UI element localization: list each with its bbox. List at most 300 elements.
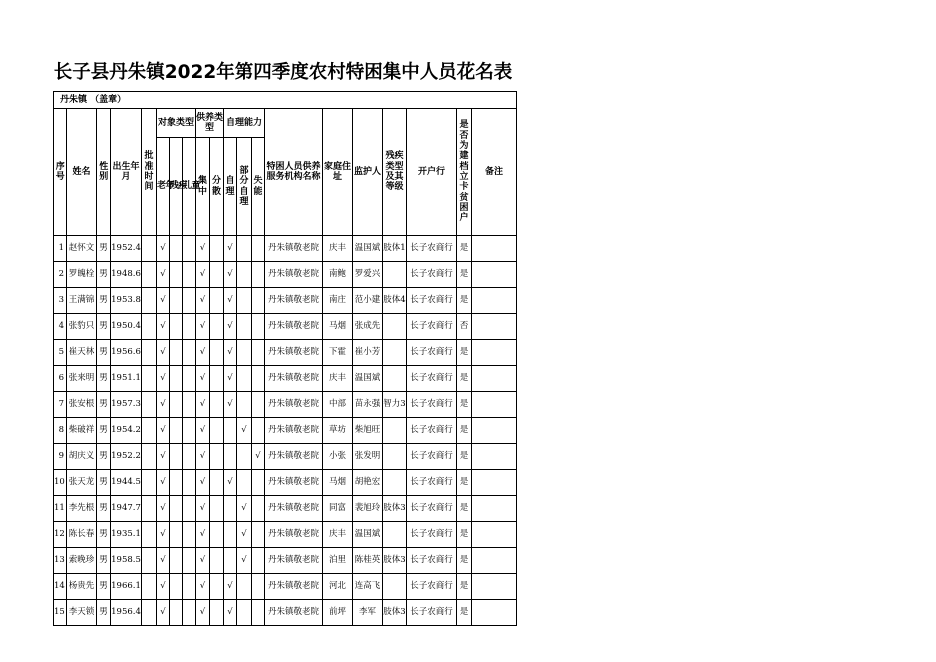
row-poverty: 是 [457, 366, 472, 392]
row-child [183, 548, 196, 574]
header-birth: 出生年月 [111, 109, 142, 236]
header-sex: 性别 [97, 109, 111, 236]
row-institution: 丹朱镇敬老院 [265, 548, 323, 574]
row-remark [472, 314, 517, 340]
row-poverty: 是 [457, 392, 472, 418]
header-institution: 特困人员供养服务机构名称 [265, 109, 323, 236]
row-poverty: 是 [457, 470, 472, 496]
row-old: √ [157, 548, 170, 574]
row-bank: 长子农商行 [407, 340, 457, 366]
row-approve [142, 522, 157, 548]
row-disability: 肢体3 [383, 496, 407, 522]
row-central: √ [196, 522, 210, 548]
header-remark: 备注 [472, 109, 517, 236]
row-old: √ [157, 574, 170, 600]
row-birth: 1956.6 [111, 340, 142, 366]
row-self: √ [224, 392, 237, 418]
header-disability: 残疾类型及其等级 [383, 109, 407, 236]
row-address: 中部 [323, 392, 353, 418]
row-name: 杨贵先 [67, 574, 97, 600]
row-remark [472, 470, 517, 496]
row-guardian: 柴旭旺 [353, 418, 383, 444]
row-lost [252, 236, 265, 262]
row-child [183, 418, 196, 444]
row-disabled [170, 314, 183, 340]
row-remark [472, 340, 517, 366]
row-guardian: 温国斌 [353, 236, 383, 262]
row-birth: 1966.1 [111, 574, 142, 600]
row-institution: 丹朱镇敬老院 [265, 418, 323, 444]
row-self: √ [224, 340, 237, 366]
row-sex: 男 [97, 600, 111, 626]
row-old: √ [157, 444, 170, 470]
row-partial [237, 236, 252, 262]
table-row [54, 392, 517, 418]
row-remark [472, 262, 517, 288]
row-disabled [170, 444, 183, 470]
row-sex: 男 [97, 574, 111, 600]
row-scatter [210, 574, 224, 600]
row-seq: 11 [54, 496, 67, 522]
row-disability: 肢体3 [383, 600, 407, 626]
row-name: 张豹只 [67, 314, 97, 340]
row-remark [472, 288, 517, 314]
row-name: 张安根 [67, 392, 97, 418]
row-partial: √ [237, 548, 252, 574]
row-seq: 1 [54, 236, 67, 262]
row-address: 庆丰 [323, 236, 353, 262]
row-birth: 1935.1 [111, 522, 142, 548]
row-lost [252, 418, 265, 444]
row-remark [472, 392, 517, 418]
row-child [183, 366, 196, 392]
row-scatter [210, 600, 224, 626]
row-address: 南庄 [323, 288, 353, 314]
row-central: √ [196, 548, 210, 574]
row-old: √ [157, 262, 170, 288]
row-sex: 男 [97, 262, 111, 288]
row-old: √ [157, 314, 170, 340]
header-target-old: 老年 [157, 138, 170, 236]
row-address: 前坪 [323, 600, 353, 626]
row-self: √ [224, 262, 237, 288]
row-address: 南鲍 [323, 262, 353, 288]
header-support-scatter: 分散 [210, 138, 224, 236]
row-institution: 丹朱镇敬老院 [265, 392, 323, 418]
row-sex: 男 [97, 366, 111, 392]
row-child [183, 444, 196, 470]
row-bank: 长子农商行 [407, 574, 457, 600]
row-self [224, 444, 237, 470]
row-guardian: 李军 [353, 600, 383, 626]
table-row [54, 418, 517, 444]
row-approve [142, 366, 157, 392]
row-central: √ [196, 262, 210, 288]
row-disabled [170, 366, 183, 392]
row-guardian: 胡艳宏 [353, 470, 383, 496]
table-row [54, 262, 517, 288]
row-partial [237, 288, 252, 314]
row-approve [142, 574, 157, 600]
row-disability: 肢体3 [383, 548, 407, 574]
row-disability: 智力3 [383, 392, 407, 418]
row-guardian: 连高飞 [353, 574, 383, 600]
row-disabled [170, 548, 183, 574]
table-row [54, 366, 517, 392]
row-central: √ [196, 600, 210, 626]
row-central: √ [196, 314, 210, 340]
row-name: 罗魄栓 [67, 262, 97, 288]
row-birth: 1950.4 [111, 314, 142, 340]
row-remark [472, 574, 517, 600]
header-address: 家庭住址 [323, 109, 353, 236]
row-bank: 长子农商行 [407, 314, 457, 340]
row-scatter [210, 522, 224, 548]
row-scatter [210, 314, 224, 340]
row-lost [252, 522, 265, 548]
row-self [224, 522, 237, 548]
header-target-type: 对象类型 [157, 109, 196, 138]
row-sex: 男 [97, 444, 111, 470]
row-bank: 长子农商行 [407, 470, 457, 496]
row-lost [252, 600, 265, 626]
row-poverty: 是 [457, 288, 472, 314]
row-self: √ [224, 314, 237, 340]
row-institution: 丹朱镇敬老院 [265, 522, 323, 548]
row-disabled [170, 236, 183, 262]
row-birth: 1953.8 [111, 288, 142, 314]
row-central: √ [196, 574, 210, 600]
row-lost [252, 548, 265, 574]
row-disability [383, 340, 407, 366]
row-self: √ [224, 236, 237, 262]
row-bank: 长子农商行 [407, 262, 457, 288]
row-guardian: 裴旭玲 [353, 496, 383, 522]
row-name: 索晚珍 [67, 548, 97, 574]
header-self-partial: 部分自理 [237, 138, 252, 236]
row-disability [383, 574, 407, 600]
row-sex: 男 [97, 522, 111, 548]
row-old: √ [157, 288, 170, 314]
row-guardian: 崔小芳 [353, 340, 383, 366]
row-partial [237, 600, 252, 626]
row-poverty: 是 [457, 522, 472, 548]
row-poverty: 是 [457, 574, 472, 600]
row-scatter [210, 262, 224, 288]
row-poverty: 是 [457, 418, 472, 444]
row-birth: 1944.5 [111, 470, 142, 496]
row-remark [472, 548, 517, 574]
row-approve [142, 418, 157, 444]
row-disabled [170, 418, 183, 444]
row-name: 柴破祥 [67, 418, 97, 444]
row-bank: 长子农商行 [407, 392, 457, 418]
row-address: 草坊 [323, 418, 353, 444]
row-sex: 男 [97, 418, 111, 444]
row-sex: 男 [97, 548, 111, 574]
row-lost [252, 574, 265, 600]
row-disability [383, 418, 407, 444]
row-sex: 男 [97, 470, 111, 496]
row-birth: 1952.4 [111, 236, 142, 262]
row-birth: 1952.2 [111, 444, 142, 470]
row-old: √ [157, 366, 170, 392]
row-disability [383, 444, 407, 470]
row-scatter [210, 392, 224, 418]
row-child [183, 340, 196, 366]
header-bank: 开户行 [407, 109, 457, 236]
row-poverty: 是 [457, 340, 472, 366]
row-institution: 丹朱镇敬老院 [265, 262, 323, 288]
row-partial: √ [237, 496, 252, 522]
row-partial [237, 574, 252, 600]
row-child [183, 600, 196, 626]
row-self: √ [224, 288, 237, 314]
row-old: √ [157, 418, 170, 444]
row-remark [472, 444, 517, 470]
row-child [183, 288, 196, 314]
row-bank: 长子农商行 [407, 444, 457, 470]
row-approve [142, 470, 157, 496]
row-institution: 丹朱镇敬老院 [265, 470, 323, 496]
row-scatter [210, 340, 224, 366]
header-self-lost: 失能 [252, 138, 265, 236]
row-address: 马烟 [323, 314, 353, 340]
row-sex: 男 [97, 314, 111, 340]
header-self-full: 自理 [224, 138, 237, 236]
row-guardian: 苗永强 [353, 392, 383, 418]
row-lost [252, 496, 265, 522]
row-name: 李先根 [67, 496, 97, 522]
row-name: 胡庆义 [67, 444, 97, 470]
row-disabled [170, 522, 183, 548]
row-remark [472, 496, 517, 522]
row-address: 马烟 [323, 470, 353, 496]
row-name: 张来明 [67, 366, 97, 392]
row-remark [472, 600, 517, 626]
row-central: √ [196, 418, 210, 444]
row-guardian: 范小建 [353, 288, 383, 314]
row-birth: 1958.5 [111, 548, 142, 574]
row-scatter [210, 418, 224, 444]
row-partial [237, 392, 252, 418]
row-address: 小张 [323, 444, 353, 470]
row-remark [472, 236, 517, 262]
table-row [54, 444, 517, 470]
row-institution: 丹朱镇敬老院 [265, 574, 323, 600]
row-birth: 1948.6 [111, 262, 142, 288]
row-name: 王满锦 [67, 288, 97, 314]
row-seq: 3 [54, 288, 67, 314]
row-seq: 13 [54, 548, 67, 574]
row-partial: √ [237, 522, 252, 548]
row-disability [383, 366, 407, 392]
row-scatter [210, 366, 224, 392]
row-old: √ [157, 470, 170, 496]
row-bank: 长子农商行 [407, 288, 457, 314]
row-approve [142, 600, 157, 626]
row-poverty: 是 [457, 262, 472, 288]
row-poverty: 是 [457, 496, 472, 522]
row-name: 崔天林 [67, 340, 97, 366]
row-institution: 丹朱镇敬老院 [265, 496, 323, 522]
seal-label: 丹朱镇 （盖章） [54, 92, 517, 109]
row-sex: 男 [97, 496, 111, 522]
row-self: √ [224, 470, 237, 496]
row-central: √ [196, 288, 210, 314]
row-disabled [170, 496, 183, 522]
row-child [183, 392, 196, 418]
row-self [224, 418, 237, 444]
row-disability [383, 262, 407, 288]
row-partial [237, 340, 252, 366]
row-seq: 6 [54, 366, 67, 392]
row-child [183, 314, 196, 340]
table-row [54, 470, 517, 496]
row-seq: 15 [54, 600, 67, 626]
roster-rows [54, 236, 517, 626]
row-approve [142, 288, 157, 314]
row-approve [142, 236, 157, 262]
row-remark [472, 366, 517, 392]
row-partial [237, 314, 252, 340]
header-approve: 批准时间 [142, 109, 157, 236]
row-seq: 7 [54, 392, 67, 418]
table-row [54, 340, 517, 366]
row-scatter [210, 288, 224, 314]
row-child [183, 236, 196, 262]
row-guardian: 张发明 [353, 444, 383, 470]
row-guardian: 陈桂英 [353, 548, 383, 574]
row-self [224, 548, 237, 574]
row-seq: 2 [54, 262, 67, 288]
row-central: √ [196, 496, 210, 522]
row-birth: 1957.3 [111, 392, 142, 418]
row-sex: 男 [97, 392, 111, 418]
row-approve [142, 392, 157, 418]
row-self: √ [224, 366, 237, 392]
table-row [54, 548, 517, 574]
row-bank: 长子农商行 [407, 418, 457, 444]
row-guardian: 罗爱兴 [353, 262, 383, 288]
row-lost [252, 288, 265, 314]
row-child [183, 574, 196, 600]
row-bank: 长子农商行 [407, 496, 457, 522]
roster-table [53, 91, 517, 626]
row-central: √ [196, 444, 210, 470]
row-old: √ [157, 340, 170, 366]
row-scatter [210, 496, 224, 522]
row-disabled [170, 288, 183, 314]
row-bank: 长子农商行 [407, 548, 457, 574]
row-approve [142, 496, 157, 522]
row-disability: 肢体4 [383, 288, 407, 314]
header-support-type: 供养类型 [196, 109, 224, 138]
row-seq: 10 [54, 470, 67, 496]
row-seq: 4 [54, 314, 67, 340]
table-row [54, 314, 517, 340]
row-sex: 男 [97, 340, 111, 366]
row-institution: 丹朱镇敬老院 [265, 600, 323, 626]
table-row [54, 600, 517, 626]
row-child [183, 496, 196, 522]
row-disabled [170, 600, 183, 626]
row-institution: 丹朱镇敬老院 [265, 340, 323, 366]
row-bank: 长子农商行 [407, 366, 457, 392]
row-partial [237, 470, 252, 496]
row-lost: √ [252, 444, 265, 470]
header-name: 姓名 [67, 109, 97, 236]
table-row [54, 288, 517, 314]
row-sex: 男 [97, 236, 111, 262]
header-self-care: 自理能力 [224, 109, 265, 138]
row-bank: 长子农商行 [407, 600, 457, 626]
row-scatter [210, 548, 224, 574]
row-name: 李天锁 [67, 600, 97, 626]
row-approve [142, 262, 157, 288]
row-guardian: 张成先 [353, 314, 383, 340]
row-disability [383, 314, 407, 340]
table-row [54, 522, 517, 548]
row-approve [142, 548, 157, 574]
row-scatter [210, 236, 224, 262]
row-old: √ [157, 522, 170, 548]
header-poverty: 是否为建档立卡贫困户 [457, 109, 472, 236]
row-child [183, 262, 196, 288]
row-disabled [170, 470, 183, 496]
row-child [183, 470, 196, 496]
row-partial [237, 366, 252, 392]
row-disabled [170, 392, 183, 418]
row-seq: 8 [54, 418, 67, 444]
row-central: √ [196, 236, 210, 262]
row-scatter [210, 470, 224, 496]
row-guardian: 温国斌 [353, 366, 383, 392]
table-row [54, 236, 517, 262]
row-seq: 9 [54, 444, 67, 470]
row-institution: 丹朱镇敬老院 [265, 288, 323, 314]
row-lost [252, 314, 265, 340]
header-target-child: 儿童 [183, 138, 196, 236]
row-poverty: 是 [457, 236, 472, 262]
row-name: 陈长春 [67, 522, 97, 548]
row-address: 泊里 [323, 548, 353, 574]
row-seq: 12 [54, 522, 67, 548]
row-old: √ [157, 600, 170, 626]
row-old: √ [157, 236, 170, 262]
row-central: √ [196, 392, 210, 418]
row-poverty: 是 [457, 548, 472, 574]
table-row [54, 496, 517, 522]
row-poverty: 是 [457, 600, 472, 626]
row-central: √ [196, 470, 210, 496]
row-seq: 14 [54, 574, 67, 600]
row-partial [237, 444, 252, 470]
row-birth: 1951.1 [111, 366, 142, 392]
row-address: 下霍 [323, 340, 353, 366]
table-row [54, 574, 517, 600]
row-disabled [170, 340, 183, 366]
row-guardian: 温国斌 [353, 522, 383, 548]
row-institution: 丹朱镇敬老院 [265, 366, 323, 392]
row-self: √ [224, 574, 237, 600]
header-target-disabled: 残疾 [170, 138, 183, 236]
row-partial: √ [237, 418, 252, 444]
row-central: √ [196, 366, 210, 392]
row-remark [472, 418, 517, 444]
row-old: √ [157, 392, 170, 418]
row-birth: 1947.7 [111, 496, 142, 522]
